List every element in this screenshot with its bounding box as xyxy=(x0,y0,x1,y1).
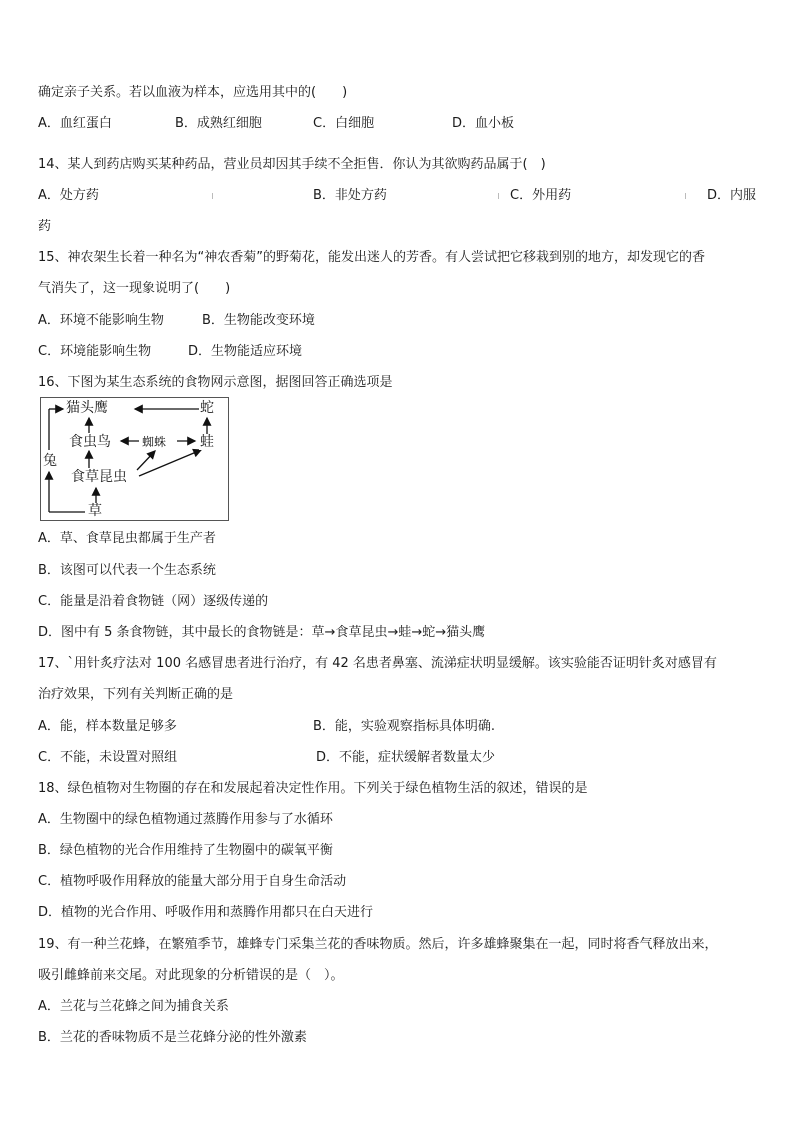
q15-stem-line1: 15、神农架生长着一种名为“神农香菊”的野菊花，能发出迷人的芳香。有人尝试把它移栽到别的地方，却发现它的香 xyxy=(38,250,706,265)
q16-option-b: B．该图可以代表一个生态系统 xyxy=(38,563,216,578)
node-snake: 蛇 xyxy=(200,400,214,416)
q15-option-c: C．环境能影响生物 xyxy=(38,344,152,359)
q15-option-b: B．生物能改变环境 xyxy=(202,313,315,328)
node-insectivorous-bird: 食虫鸟 xyxy=(69,434,111,450)
q15-stem-line2: 气消失了，这一现象说明了( ) xyxy=(38,281,231,296)
scan-mark xyxy=(685,193,686,199)
q18-stem: 18、绿色植物对生物圈的存在和发展起着决定性作用。下列关于绿色植物生活的叙述，错误的是 xyxy=(38,781,588,796)
q17-option-d: D．不能，症状缓解者数量太少 xyxy=(316,750,496,765)
q17-option-a: A．能，样本数量足够多 xyxy=(38,719,177,734)
scan-mark xyxy=(498,193,499,199)
q19-stem-line1: 19、有一种兰花蜂，在繁殖季节，雄蜂专门采集兰花的香味物质。然后，许多雄蜂聚集在一起，同时将香气释放出来， xyxy=(38,937,718,952)
q16-stem: 16、下图为某生态系统的食物网示意图，据图回答正确选项是 xyxy=(38,375,393,390)
q19-option-a: A．兰花与兰花蜂之间为捕食关系 xyxy=(38,999,229,1014)
q17-stem-line1: 17、`用针炙疗法对 100 名感冒患者进行治疗，有 42 名患者鼻塞、流涕症状明显缓解。该实验能否证明针炙对感冒有 xyxy=(38,656,717,671)
q14-stem: 14、某人到药店购买某种药品，营业员却因其手续不全拒售．你认为其欲购药品属于( ) xyxy=(38,157,546,172)
q19-stem-line2: 吸引雌蜂前来交尾。对此现象的分析错误的是（ ）。 xyxy=(38,968,344,983)
q18-option-b: B．绿色植物的光合作用维持了生物圈中的碳氧平衡 xyxy=(38,843,333,858)
q18-option-d: D．植物的光合作用、呼吸作用和蒸腾作用都只在白天进行 xyxy=(38,905,374,920)
q13-stem-continuation: 确定亲子关系。若以血液为样本，应选用其中的( ) xyxy=(38,85,348,100)
q14-option-b: B．非处方药 xyxy=(313,188,387,203)
q13-option-a: A．血红蛋白 xyxy=(38,116,112,131)
q16-option-a: A．草、食草昆虫都属于生产者 xyxy=(38,531,216,546)
q17-option-c: C．不能，未设置对照组 xyxy=(38,750,178,765)
q18-option-c: C．植物呼吸作用释放的能量大部分用于自身生命活动 xyxy=(38,874,347,889)
q19-option-b: B．兰花的香味物质不是兰花蜂分泌的性外激素 xyxy=(38,1030,307,1045)
node-herbivorous-insect: 食草昆虫 xyxy=(71,469,127,485)
q17-stem-line2: 治疗效果，下列有关判断正确的是 xyxy=(38,687,234,702)
q14-option-c: C．外用药 xyxy=(510,188,572,203)
q15-option-a: A．环境不能影响生物 xyxy=(38,313,164,328)
food-web-diagram xyxy=(40,397,229,521)
q13-option-c: C．白细胞 xyxy=(313,116,375,131)
q18-option-a: A．生物圈中的绿色植物通过蒸腾作用参与了水循环 xyxy=(38,812,333,827)
q14-option-a: A．处方药 xyxy=(38,188,99,203)
node-grass: 草 xyxy=(88,503,102,519)
node-rabbit: 兔 xyxy=(43,453,57,469)
node-owl: 猫头鹰 xyxy=(66,400,108,416)
q14-option-d: D．内服 xyxy=(707,188,757,203)
q13-option-b: B．成熟红细胞 xyxy=(175,116,262,131)
q14-option-d-wrap: 药 xyxy=(38,219,52,234)
node-spider: 蜘蛛 xyxy=(142,435,167,449)
q16-option-d: D．图中有 5 条食物链，其中最长的食物链是：草→食草昆虫→蛙→蛇→猫头鹰 xyxy=(38,625,486,640)
q13-option-d: D．血小板 xyxy=(452,116,515,131)
q17-option-b: B．能，实验观察指标具体明确. xyxy=(313,719,496,734)
node-frog: 蛙 xyxy=(200,434,214,450)
scan-mark xyxy=(212,193,213,199)
q15-option-d: D．生物能适应环境 xyxy=(188,344,303,359)
food-web-arrows xyxy=(41,398,230,522)
q16-option-c: C．能量是沿着食物链（网）逐级传递的 xyxy=(38,594,269,609)
